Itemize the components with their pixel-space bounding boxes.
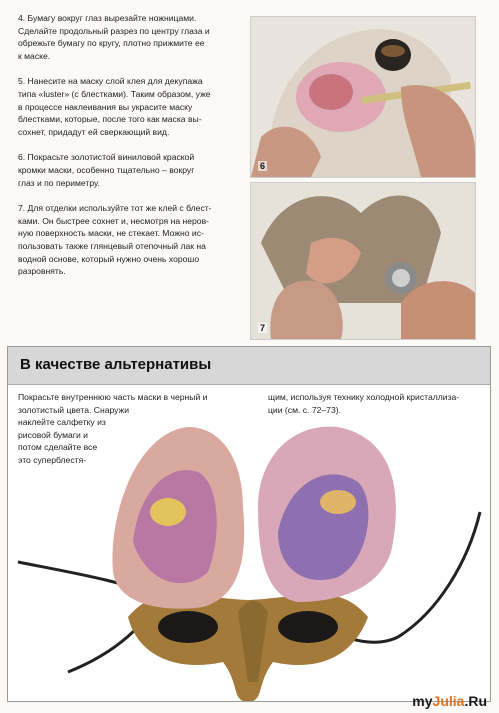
alternative-text-left: Покрасьте внутреннюю часть маски в черный и золотистый цвета. Снаружи наклейте салфетку из рисовой бумаги и потом сделайте все это суперблестя- bbox=[18, 392, 208, 465]
photo-7-number: 7 bbox=[260, 323, 266, 333]
step-7: 7. Для отделки используйте тот же клей с блест- ками. Он быстрее сохнет и, несмотря на неров- ную поверхность маски, не стекает. Можно ис- пользовать также глянцевый отепочный лак на водной основе, который нужно очень хорошо разровнять. bbox=[18, 203, 212, 277]
watermark-brand: Julia bbox=[432, 693, 465, 709]
photo-step-7 bbox=[250, 182, 476, 340]
site-watermark bbox=[412, 693, 487, 709]
alternative-header bbox=[8, 347, 490, 385]
watermark-suffix: .Ru bbox=[464, 693, 487, 709]
alternative-title: В качестве альтернативы bbox=[20, 356, 212, 373]
step-4: 4. Бумагу вокруг глаз вырезайте ножницами. Сделайте продольный разрез по центру глаза и обрежьте бумагу по кругу, плотно прижмите ее к маске. bbox=[18, 13, 210, 61]
mask-photo bbox=[8, 422, 490, 701]
watermark-prefix: my bbox=[412, 693, 433, 709]
photo-7-illustration bbox=[251, 183, 475, 339]
photo-6-number: 6 bbox=[260, 161, 266, 171]
step-6: 6. Покрасьте золотистой виниловой краской кромки маски, особенно тщательно – вокруг глаз и по периметру. bbox=[18, 152, 195, 188]
photo-step-6 bbox=[250, 16, 476, 178]
photo-6-illustration bbox=[251, 17, 475, 177]
alternative-text-right: щим, используя технику холодной кристаллиза- ции (см. с. 72–73). bbox=[268, 392, 460, 415]
instruction-steps bbox=[18, 12, 246, 291]
step-5: 5. Нанесите на маску слой клея для декупажа типа «luster» (с блестками). Таким образом, уже в процессе наклеивания вы украсите маску блестками, которые, после того как маска вы- сохнет, придадут ей сверкающий вид. bbox=[18, 76, 211, 137]
alternative-box bbox=[7, 346, 491, 702]
